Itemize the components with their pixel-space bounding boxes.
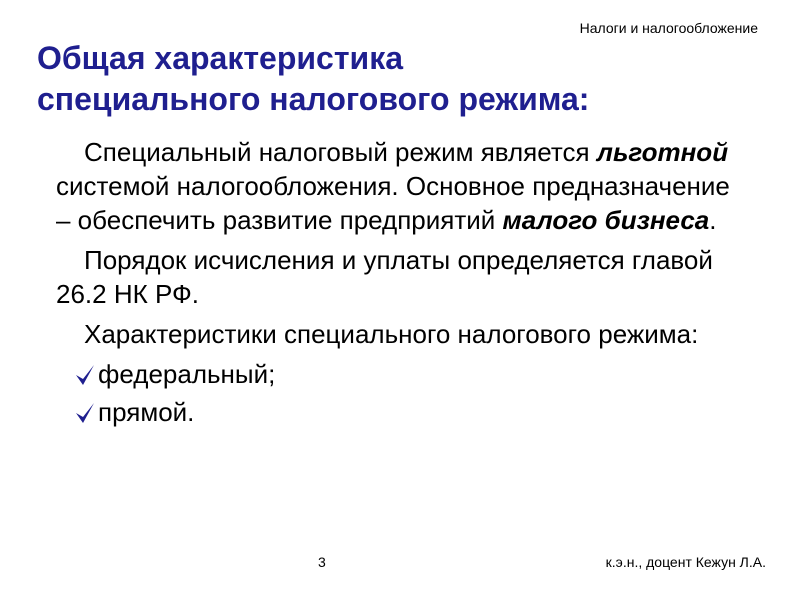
slide-title-line2: специального налогового режима: [37, 81, 590, 117]
slide-title-line1: Общая характеристика [37, 40, 403, 76]
paragraph-calculation-order: Порядок исчисления и уплаты определяется главой 26.2 НК РФ. [56, 245, 713, 309]
emphasis-text: льготной [596, 137, 729, 167]
page-number: 3 [318, 554, 326, 570]
paragraph-text: Специальный налоговый режим является [84, 137, 597, 167]
list-item-text: федеральный; [98, 359, 276, 389]
checkmark-arrow-icon [74, 362, 96, 388]
characteristics-list [56, 357, 746, 429]
slide-body [56, 135, 746, 433]
emphasis-text: малого бизнеса [502, 205, 710, 235]
paragraph-characteristics: Характеристики специального налогового режима: [84, 319, 699, 349]
paragraph-text: системой налогообложения. Основное предназначение – обеспечить развитие предприятий [56, 171, 730, 235]
list-item [74, 395, 746, 429]
paragraph-regime-definition [56, 135, 746, 237]
checkmark-arrow-icon [74, 400, 96, 426]
header-caption: Налоги и налогообложение [579, 20, 758, 36]
list-item-text: прямой. [98, 397, 195, 427]
paragraph-text: . [709, 205, 717, 235]
list-item [74, 357, 746, 391]
footer-author: к.э.н., доцент Кежун Л.А. [605, 554, 766, 570]
slide-title [37, 38, 777, 120]
